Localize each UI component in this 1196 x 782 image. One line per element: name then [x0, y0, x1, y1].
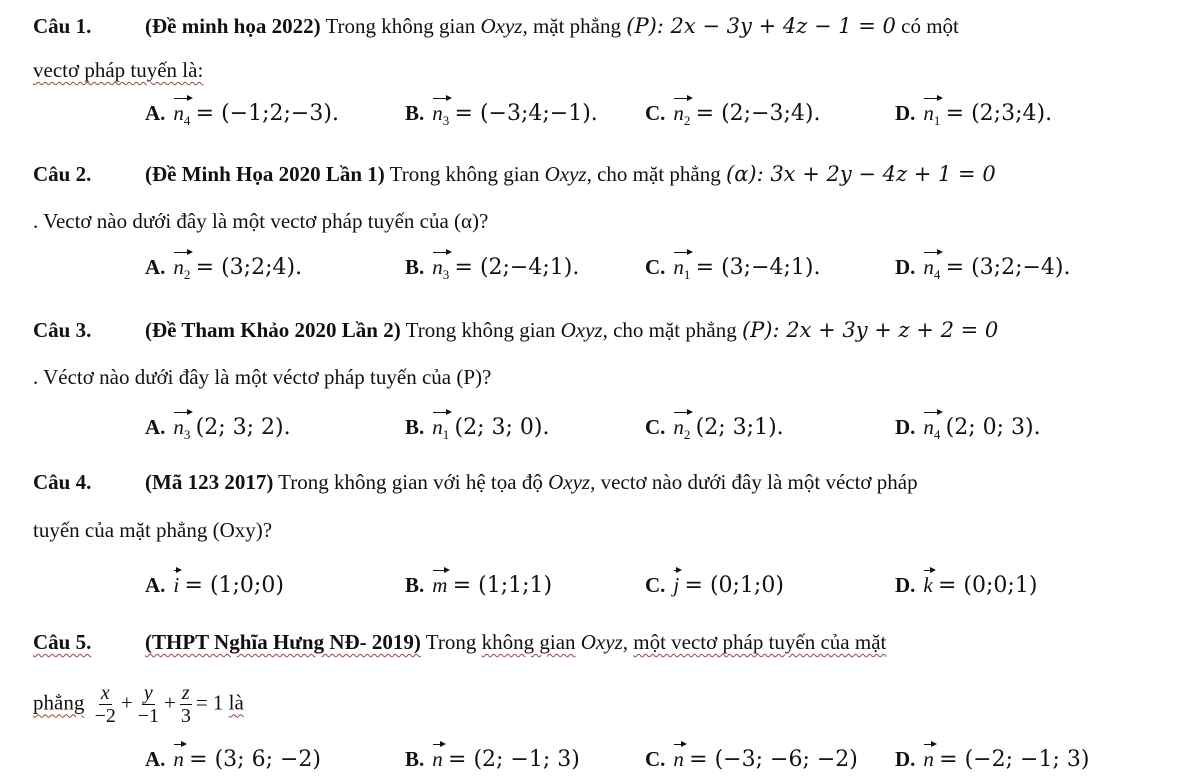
fraction-x: $\frac{x}{-2}$	[94, 682, 116, 727]
question-1-stem-line2: vectơ pháp tuyến là:	[33, 58, 204, 82]
question-1-option-a[interactable]: A. $n_4$ = (−1;2;−3).	[145, 94, 339, 136]
question-4-stem-line2: tuyến của mặt phẳng (Oxy)?	[33, 518, 273, 542]
question-5-number: Câu 5.	[33, 630, 92, 654]
question-1-option-b[interactable]: B. $n_3$ = (−3;4;−1).	[405, 94, 598, 136]
question-3-option-a[interactable]: A. $n_3$ (2; 3; 2).	[145, 408, 291, 450]
question-4-source: (Mã 123 2017)	[145, 470, 274, 494]
question-3-source: (Đề Tham Khảo 2020 Lần 2)	[145, 318, 401, 342]
question-2-number: Câu 2.	[33, 162, 92, 186]
question-1-source: (Đề minh họa 2022)	[145, 14, 321, 38]
question-5-option-c[interactable]: C. n = (−3; −6; −2)	[645, 740, 858, 775]
question-4-number: Câu 4.	[33, 470, 92, 494]
question-3-option-c[interactable]: C. $n_2$ (2; 3;1).	[645, 408, 784, 450]
question-5-option-a[interactable]: A. n = (3; 6; −2)	[145, 740, 321, 775]
question-1-number: Câu 1.	[33, 14, 92, 38]
question-2-option-a[interactable]: A. $n_2$ = (3;2;4).	[145, 248, 302, 290]
question-4-option-a[interactable]: A. i = (1;0;0)	[145, 566, 284, 601]
question-2-option-d[interactable]: D. $n_4$ = (3;2;−4).	[895, 248, 1071, 290]
fraction-z: $\frac{z}{3}$	[180, 682, 191, 727]
question-4-option-d[interactable]: D. k = (0;0;1)	[895, 566, 1037, 601]
document-page: Câu 1. (Đề minh họa 2022) Trong không gian Oxyz, mặt phẳng (P): 2x − 3y + 4z − 1 = 0 có một vectơ pháp tuyến là: A. $n_4$ = (−1;2;−3). B. $n_3$ = (−3;4;−1). C. $n_2$ = (2;−3;4). D. $n_1$ = (2;3;4). Câu 2. (Đề Minh Họa 2020 Lần 1) Trong không gian Oxyz, cho mặt phẳng (α): 3x + 2y − 4z + 1 = 0 . Vectơ nào dưới đây là một vectơ pháp tuyến của (α)? A. $n_2$ = (3;2;4). B. $n_3$ = (2;−4;1). C. $n_1$ = (3;−4;1). D. $n_4$ = (3;2;−4). Câu 3. (Đề Tham Khảo 2020 Lần 2) Trong không gian Oxyz, cho mặt phẳng (P): 2x + 3y + z + 2 = 0 . Véctơ nào dưới đây là một véctơ pháp tuyến của (P)? A. $n_3$ (2; 3; 2). B. $n_1$ (2; 3; 0). C. $n_2$ (2; 3;1). D. $n_4$ (2; 0; 3). Câu 4. (Mã 123 2017) Trong không gian với hệ tọa độ Oxyz, vectơ nào dưới đây là một véctơ pháp tuyến của mặt phẳng (Oxy)? A. i = (1;0;0) B. m = (1;1;1) C. j = (0;1;0) D. k = (0;0;1) Câu 5. (THPT Nghĩa Hưng NĐ- 2019) Trong không gian Oxyz, một vectơ pháp tuyến của mặt phẳng $\frac{x}{-2}$ + $\frac{y}{-1}$ + $\frac{z}{3}$ = 1 là A. n = (3; 6; −2) B. n = (2; −1; 3) C. n = (−3; −6; −2) D. n = (−2; −1; 3)	[0, 0, 1196, 782]
question-1-option-c[interactable]: C. $n_2$ = (2;−3;4).	[645, 94, 821, 136]
question-5-stem-line2: phẳng $\frac{x}{-2}$ + $\frac{y}{-1}$ + $\frac{z}{3}$ = 1 là	[33, 682, 244, 727]
question-4-option-c[interactable]: C. j = (0;1;0)	[645, 566, 784, 601]
question-3-option-d[interactable]: D. $n_4$ (2; 0; 3).	[895, 408, 1041, 450]
question-1-plane-equation: (P): 2x − 3y + 4z − 1 = 0	[626, 14, 896, 38]
question-1-option-d[interactable]: D. $n_1$ = (2;3;4).	[895, 94, 1052, 136]
question-2-plane-equation: (α): 3x + 2y − 4z + 1 = 0	[726, 162, 996, 186]
question-5-option-d[interactable]: D. n = (−2; −1; 3)	[895, 740, 1089, 775]
question-3-plane-equation: (P): 2x + 3y + z + 2 = 0	[741, 318, 999, 342]
question-5-option-b[interactable]: B. n = (2; −1; 3)	[405, 740, 580, 775]
question-3-number: Câu 3.	[33, 318, 92, 342]
question-4-option-b[interactable]: B. m = (1;1;1)	[405, 566, 552, 601]
question-3-stem-line2: . Véctơ nào dưới đây là một véctơ pháp tuyến của (P)?	[33, 365, 492, 389]
question-2-option-c[interactable]: C. $n_1$ = (3;−4;1).	[645, 248, 821, 290]
question-2-option-b[interactable]: B. $n_3$ = (2;−4;1).	[405, 248, 579, 290]
question-2-source: (Đề Minh Họa 2020 Lần 1)	[145, 162, 385, 186]
question-3-option-b[interactable]: B. $n_1$ (2; 3; 0).	[405, 408, 549, 450]
question-5-source: (THPT Nghĩa Hưng NĐ- 2019)	[145, 630, 421, 654]
question-2-stem-line2: . Vectơ nào dưới đây là một vectơ pháp tuyến của (α)?	[33, 209, 489, 233]
fraction-y: $\frac{y}{-1}$	[137, 682, 159, 727]
